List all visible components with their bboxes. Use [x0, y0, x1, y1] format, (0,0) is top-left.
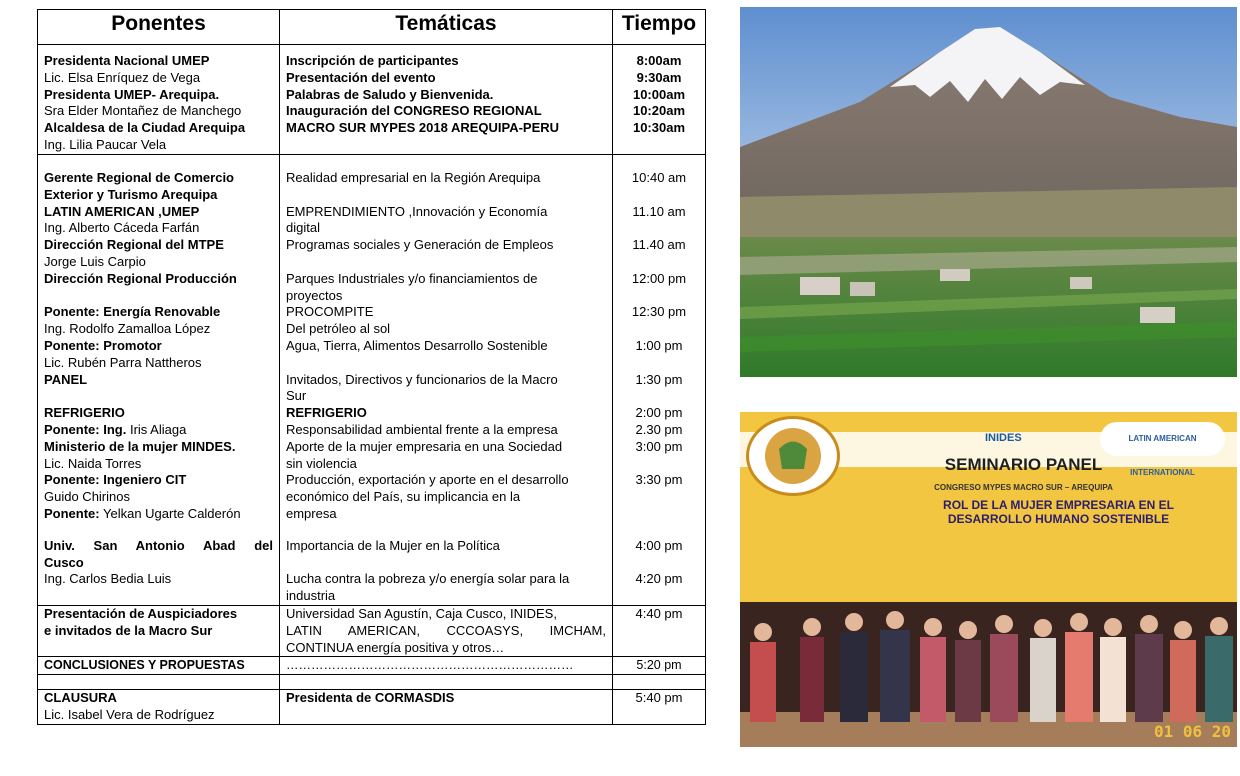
opening-tiempos — [613, 53, 706, 155]
topic: Universidad San Agustín, Caja Cusco, INIDES, — [286, 605, 557, 621]
session-tematica — [280, 237, 613, 271]
speaker-title: Presidenta Nacional UMEP — [44, 53, 210, 68]
session-row — [38, 170, 706, 204]
session-tiempo: 11.10 am — [613, 204, 706, 238]
speaker-name: Lic. Rubén Parra Nattheros — [44, 354, 202, 370]
session-ponente — [38, 204, 280, 238]
closing-row — [38, 690, 706, 725]
topic: Parques Industriales y/o financiamientos de — [286, 270, 538, 286]
speaker-name: Iris Aliaga — [126, 421, 187, 437]
session-ponente — [38, 405, 280, 422]
session-row — [38, 304, 706, 338]
volcano-landscape-photo — [740, 7, 1237, 377]
topic: Del petróleo al sol — [286, 321, 391, 337]
session-tematica — [280, 605, 613, 656]
session-ponente — [38, 605, 280, 656]
speaker-name: Guido Chirinos — [44, 489, 130, 505]
session-row — [38, 605, 706, 656]
topic: PROCOMPITE — [286, 304, 374, 320]
conclusions-ponente: CONCLUSIONES Y PROPUESTAS — [38, 657, 280, 675]
speaker-name: Jorge Luis Carpio — [44, 253, 146, 269]
session-row — [38, 472, 706, 522]
speaker-name: Ing. Lilia Paucar Vela — [44, 136, 167, 152]
session-row — [38, 204, 706, 238]
time: 9:30am — [636, 69, 682, 85]
schedule-table — [37, 9, 706, 725]
speaker-title: Presentación de Auspiciadores — [44, 605, 238, 621]
speaker-title: Ponente: Energía Renovable — [44, 304, 221, 320]
topic: Realidad empresarial en la Región Arequipa — [286, 170, 541, 185]
session-tematica — [280, 271, 613, 305]
topic: REFRIGERIO — [286, 405, 367, 421]
session-ponente — [38, 472, 280, 522]
speaker-title: Ministerio de la mujer MINDES. — [44, 438, 236, 454]
session-row — [38, 405, 706, 422]
topic: Invitados, Directivos y funcionarios de la Macro — [286, 371, 558, 387]
header-row — [38, 10, 706, 45]
session-tiempo: 10:40 am — [613, 170, 706, 204]
session-row — [38, 271, 706, 305]
session-row — [38, 523, 706, 606]
speaker-title: LATIN AMERICAN ,UMEP — [44, 203, 200, 219]
seminar-headline-1: ROL DE LA MUJER EMPRESARIA EN EL — [943, 498, 1174, 512]
speaker-title: Gerente Regional de Comercio — [44, 170, 234, 185]
session-row — [38, 237, 706, 271]
topic: Importancia de la Mujer en la Política — [286, 537, 500, 553]
time: 10:00am — [632, 86, 686, 102]
session-row — [38, 439, 706, 473]
topic: económico del País, su implicancia en la — [286, 489, 521, 505]
session-tematica — [280, 170, 613, 204]
speaker-title: Dirección Regional Producción — [44, 270, 237, 286]
topic: Programas sociales y Generación de Empleos — [286, 237, 554, 253]
logo-latin-american-text: LATIN AMERICAN INTERNATIONAL — [1128, 434, 1197, 477]
seminar-title: SEMINARIO PANEL — [944, 455, 1103, 474]
speaker-name: Sra Elder Montañez de Manchego — [44, 103, 242, 119]
topic: Presentación del evento — [286, 69, 436, 85]
time: 4:00 pm — [635, 537, 683, 553]
speaker-name: Ing. Carlos Bedia Luis — [44, 571, 172, 587]
speaker-title: Univ. San Antonio Abad del — [44, 537, 273, 553]
session-tiempo: 11.40 am — [613, 237, 706, 271]
topic: CONTINUA energía positiva y otros… — [286, 639, 505, 655]
logo-latin-american — [1100, 422, 1225, 477]
speaker-name: Ing. Rodolfo Zamalloa López — [44, 321, 211, 337]
conclusions-row — [38, 657, 706, 675]
speaker-title: e invitados de la Macro Sur — [44, 622, 213, 638]
topic: sin violencia — [286, 455, 357, 471]
session-tiempo: 3:00 pm — [613, 439, 706, 473]
session-ponente — [38, 170, 280, 204]
topic: Responsabilidad ambiental frente a la empresa — [286, 421, 558, 437]
speaker-title: Ponente: Ing. — [44, 421, 127, 437]
session-tematica — [280, 523, 613, 606]
session-ponente — [38, 271, 280, 305]
session-tematica — [280, 472, 613, 522]
topic: Producción, exportación y aporte en el desarrollo — [286, 472, 569, 488]
session-tiempo: 3:30 pm — [613, 472, 706, 522]
topic: MACRO SUR MYPES 2018 AREQUIPA-PERU — [286, 120, 560, 136]
speaker-title: Alcaldesa de la Ciudad Arequipa — [44, 120, 246, 136]
header-ponentes: Ponentes — [38, 10, 280, 45]
topic: Lucha contra la pobreza y/o energía solar para la — [286, 571, 570, 587]
seminar-headline-2: DESARROLLO HUMANO SOSTENIBLE — [947, 512, 1170, 526]
session-tiempo: 1:00 pm — [613, 338, 706, 372]
header-tiempo: Tiempo — [613, 10, 706, 45]
session-ponente — [38, 304, 280, 338]
session-tematica — [280, 372, 613, 406]
speaker-title: Exterior y Turismo Arequipa — [44, 186, 218, 202]
topic: Palabras de Saludo y Bienvenida. — [286, 86, 494, 102]
time: 10:30am — [632, 120, 686, 136]
spacer-row — [38, 155, 706, 171]
time: 8:00am — [636, 53, 682, 68]
session-ponente — [38, 237, 280, 271]
speaker-title: Presidenta UMEP- Arequipa. — [44, 86, 220, 102]
session-tiempo: 2:00 pm — [613, 405, 706, 422]
conclusions-dots: …………………………………………………………… — [280, 657, 613, 675]
topic: proyectos — [286, 287, 343, 303]
session-tiempo: 12:30 pm — [613, 304, 706, 338]
opening-tematicas — [280, 53, 613, 155]
session-tiempo: 12:00 pm — [613, 271, 706, 305]
session-tiempo: 4:40 pm — [613, 605, 706, 656]
speaker-name: Ing. Alberto Cáceda Farfán — [44, 220, 200, 236]
session-tematica — [280, 338, 613, 372]
session-tematica — [280, 422, 613, 439]
speaker-title: PANEL — [44, 371, 88, 387]
session-tiempo — [613, 523, 706, 606]
topic: Aporte de la mujer empresaria en una Sociedad — [286, 438, 563, 454]
speaker-name: Yelkan Ugarte Calderón — [99, 505, 241, 521]
session-tiempo: 1:30 pm — [613, 372, 706, 406]
session-tematica — [280, 405, 613, 422]
session-tematica — [280, 304, 613, 338]
conclusions-tiempo: 5:20 pm — [613, 657, 706, 675]
topic: Inscripción de participantes — [286, 53, 459, 68]
closing-tiempo: 5:40 pm — [613, 690, 706, 725]
opening-row — [38, 53, 706, 155]
speaker-title: Ponente: Promotor — [44, 337, 162, 353]
topic: EMPRENDIMIENTO ,Innovación y Economía — [286, 203, 548, 219]
photo-date-stamp: 01 06 20 — [1153, 722, 1231, 741]
topic: digital — [286, 220, 320, 236]
seminar-banner-photo — [740, 412, 1237, 747]
topic: Sur — [286, 388, 307, 404]
session-ponente — [38, 338, 280, 372]
speaker-title: Ponente: Ingeniero CIT — [44, 472, 187, 488]
topic: industria — [286, 588, 336, 604]
opening-ponentes — [38, 53, 280, 155]
speaker-name: Lic. Elsa Enríquez de Vega — [44, 69, 201, 85]
session-ponente — [38, 372, 280, 406]
topic: Inauguración del CONGRESO REGIONAL — [286, 103, 542, 119]
session-row — [38, 338, 706, 372]
session-ponente — [38, 422, 280, 439]
speaker-title: REFRIGERIO — [44, 405, 125, 421]
spacer-row — [38, 45, 706, 54]
session-tiempo: 2.30 pm — [613, 422, 706, 439]
topic: LATIN AMERICAN, CCCOASYS, IMCHAM, — [286, 622, 606, 638]
time: 10:20am — [632, 103, 686, 119]
session-row — [38, 422, 706, 439]
session-tematica — [280, 204, 613, 238]
speaker-name: Lic. Isabel Vera de Rodríguez — [44, 706, 215, 722]
closing-ponente — [38, 690, 280, 725]
speaker-title: Ponente: — [44, 505, 100, 521]
session-row — [38, 372, 706, 406]
topic: Agua, Tierra, Alimentos Desarrollo Sostenible — [286, 337, 548, 353]
speaker-title: Cusco — [44, 554, 84, 570]
speaker-title: Dirección Regional del MTPE — [44, 237, 224, 253]
speaker-title: CLAUSURA — [44, 690, 117, 706]
session-ponente — [38, 439, 280, 473]
session-tematica — [280, 439, 613, 473]
volcano-illustration — [740, 7, 1237, 377]
time: 4:20 pm — [635, 571, 683, 587]
header-tematicas: Temáticas — [280, 10, 613, 45]
program-schedule — [37, 9, 705, 747]
topic: empresa — [286, 505, 337, 521]
gap-row — [38, 675, 706, 690]
session-ponente — [38, 523, 280, 606]
logo-inides: INIDES — [985, 432, 1022, 444]
seminar-subtitle: CONGRESO MYPES MACRO SUR – AREQUIPA — [934, 483, 1113, 492]
speaker-name: Lic. Naida Torres — [44, 455, 142, 471]
closing-tematica: Presidenta de CORMASDIS — [280, 690, 613, 725]
